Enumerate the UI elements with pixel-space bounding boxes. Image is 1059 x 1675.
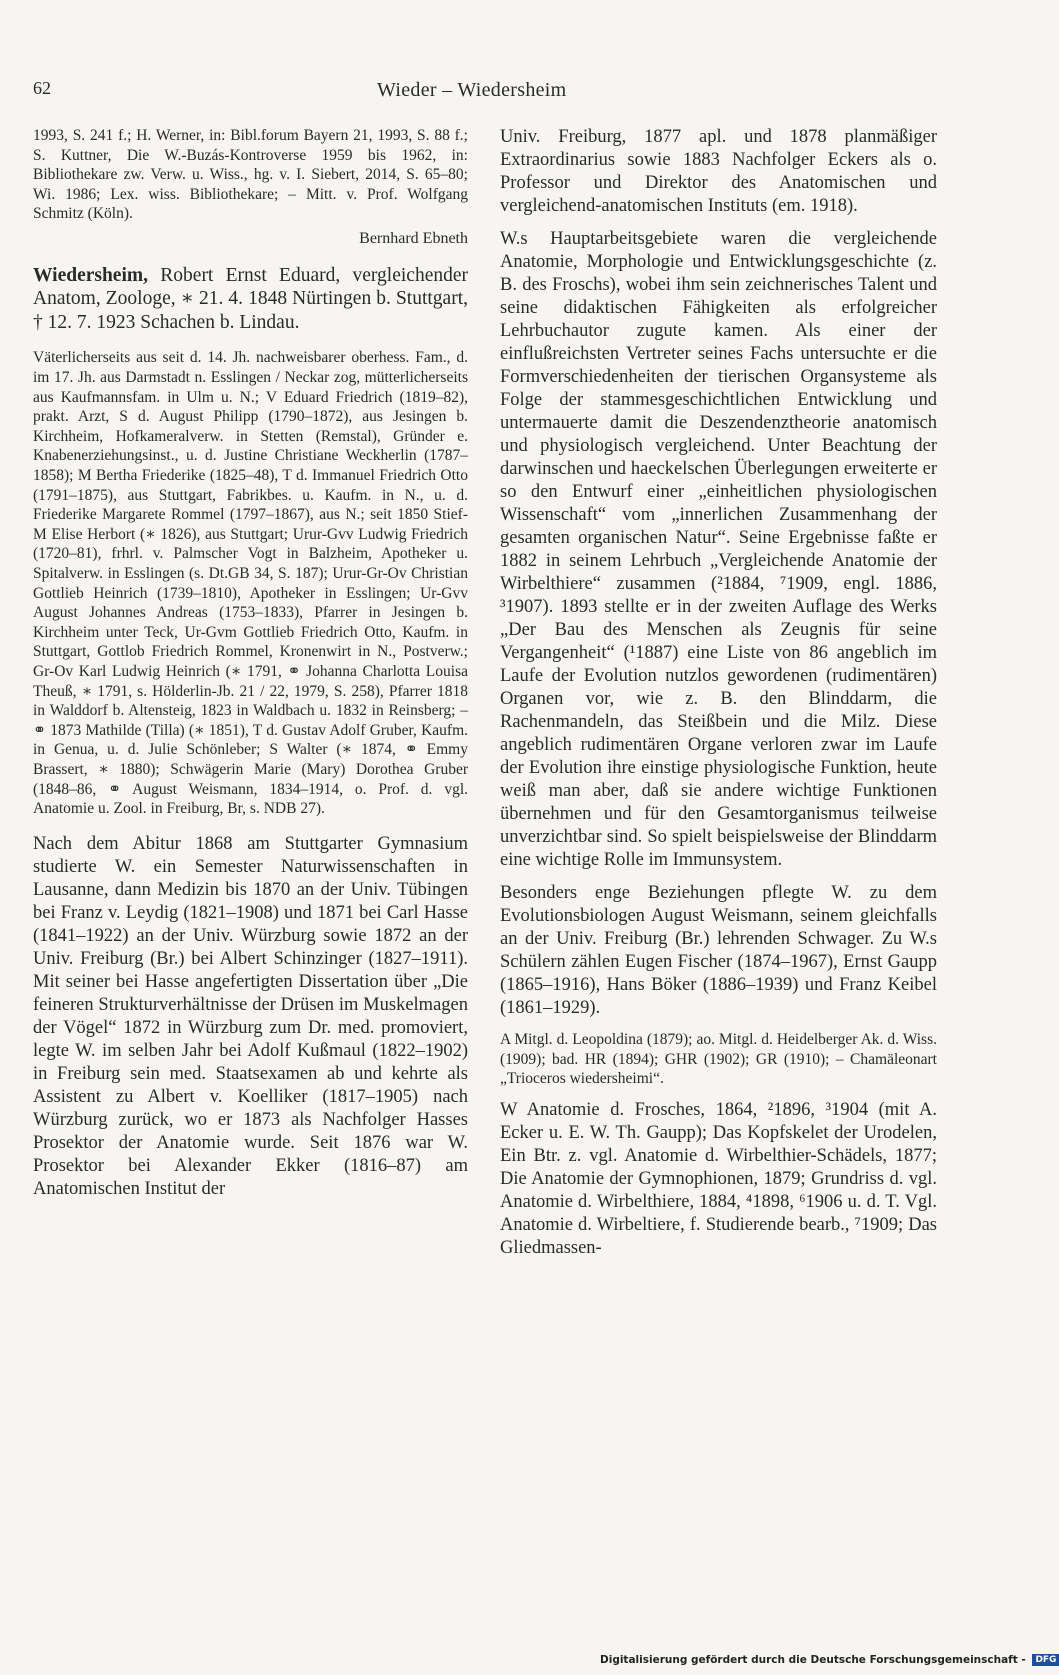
left-column	[33, 126, 468, 1201]
digitization-credit	[600, 1654, 1059, 1666]
previous-entry-author: Bernhard Ebneth	[359, 229, 468, 247]
works-paragraph: W Anatomie d. Frosches, 1864, ²1896, ³1904 (mit A. Ecker u. E. W. Th. Gaupp); Das Kopfskelet der Urodelen, Ein Btr. z. vgl. Anatomie d. Wirbelthier-Schädels, 1877; Die Anatomie der Gymnophionen, 1879; Grundriss d. vgl. Anatomie d. Wirbelthiere, 1884, ⁴1898, ⁶1906 u. d. T. Vgl. Anatomie d. Wirbeltiere, f. Studierende bearb., ⁷1909; Das Gliedmassen-	[500, 1099, 937, 1258]
genealogy-paragraph: Väterlicherseits aus seit d. 14. Jh. nachweisbarer oberhess. Fam., d. im 17. Jh. aus Darmstadt n. Esslingen / Neckar zog, mütterlicherseits aus Kaufmannsfam. in Ulm u. N.; V Eduard Friedrich (1819–82), prakt. Arzt, S d. August Philipp (1790–1872), aus Jesingen b. Kirchheim, Hofkameralverw. in Stetten (Remstal), Gründer e. Knabenerziehungsinst., u. d. Justine Christiane Weckherlin (1787–1858); M Bertha Friederike (1825–48), T d. Immanuel Friedrich Otto (1791–1875), aus Stuttgart, Fabrikbes. u. Kaufm. in N., u. d. Friederike Margarete Rommel (1797–1867), aus N.; seit 1850 Stief-M Elise Herbort (∗ 1826), aus Stuttgart; Urur-Gvv Ludwig Friedrich (1720–81), frhrl. v. Palmscher Vogt in Balzheim, Apotheker u. Spitalverw. in Esslingen (s. Dt.GB 34, S. 187); Urur-Gr-Ov Christian Gottlieb Heinrich (1739–1810), Apotheker in Esslingen; Ur-Gvv August Johannes Andreas (1753–1833), Pfarrer in Jesingen b. Kirchheim unter Teck, Ur-Gvm Gottlieb Friedrich Otto, Kaufm. in Stuttgart, Gottlob Friedrich Rommel, Kronenwirt in N., Postverw.; Gr-Ov Karl Ludwig Heinrich (∗ 1791, ⚭ Johanna Charlotta Louisa Theuß, ∗ 1791, s. Hölderlin-Jb. 21 / 22, 1979, S. 258), Pfarrer 1818 in Walddorf b. Altensteig, 1823 in Waldbach u. 1832 in Reinsberg; – ⚭ 1873 Mathilde (Tilla) (∗ 1851), T d. Gustav Adolf Gruber, Kaufm. in Genua, u. d. Julie Schönleber; S Walter (∗ 1874, ⚭ Emmy Brassert, ∗ 1880); Schwägerin Marie (Mary) Dorothea Gruber (1848–86, ⚭ August Weismann, 1834–1914, o. Prof. d. vgl. Anatomie u. Zool. in Freiburg, Br, s. NDB 27).	[33, 349, 468, 818]
entry-heading-text: Robert Ernst Eduard, vergleichender Anatom, Zoologe, ∗ 21. 4. 1848 Nürtingen b. Stuttgart, † 12. 7. 1923 Schachen b. Lindau.	[33, 264, 468, 333]
dfg-logo: DFG	[1032, 1654, 1059, 1666]
life-continued-paragraph: Univ. Freiburg, 1877 apl. und 1878 planmäßiger Extraordinarius sowie 1883 Nachfolger Eckers als o. Professor und Direktor des Anatomischen und vergleichend-anatomischen Instituts (em. 1918).	[500, 127, 937, 216]
running-head: Wieder – Wiedersheim	[377, 79, 567, 101]
life-paragraph: Nach dem Abitur 1868 am Stuttgarter Gymnasium studierte W. ein Semester Naturwissenschaften in Lausanne, dann Medizin bis 1870 an der Univ. Tübingen bei Franz v. Leydig (1821–1908) und 1871 bei Carl Hasse (1841–1922) an der Univ. Würzburg sowie 1872 an der Univ. Freiburg (Br.) bei Albert Schinzinger (1827–1911). Mit seiner bei Hasse angefertigten Dissertation über „Die feineren Strukturverhältnisse der Drüsen im Muskelmagen der Vögel“ 1872 in Würzburg zum Dr. med. promoviert, legte W. im selben Jahr bei Adolf Kußmaul (1822–1902) in Freiburg sein med. Staatsexamen ab und kehrte als Assistent zu Albert v. Koelliker (1817–1905) nach Würzburg zurück, wo er 1873 als Nachfolger Hasses Prosektor der Anatomie wurde. Seit 1876 war W. Prosektor bei Alexander Ekker (1816–87) am Anatomischen Institut der	[33, 833, 468, 1199]
right-column	[500, 126, 937, 1260]
previous-entry-references: 1993, S. 241 f.; H. Werner, in: Bibl.forum Bayern 21, 1993, S. 88 f.; S. Kuttner, Die W.-Buzás-Kontroverse 1959 bis 1962, in: Bibliothekare zw. Verw. u. Wiss., hg. v. I. Siebert, 2014, S. 65–80; Wi. 1986; Lex. wiss. Bibliothekare; – Mitt. v. Prof. Wolfgang Schmitz (Köln).	[33, 127, 468, 223]
relations-paragraph: Besonders enge Beziehungen pflegte W. zu dem Evolutionsbiologen August Weismann, seinem gleichfalls an der Univ. Freiburg (Br.) lehrenden Schwager. Zu W.s Schülern zählen Eugen Fischer (1874–1967), Ernst Gaupp (1865–1916), Hans Böker (1886–1939) und Franz Keibel (1861–1929).	[500, 883, 937, 1018]
work-paragraph: W.s Hauptarbeitsgebiete waren die vergleichende Anatomie, Morphologie und Entwicklungsgeschichte (z. B. des Froschs), wobei ihm sein zeichnerisches Talent und seine didaktischen Fähigkeiten als erfolgreicher Lehrbuchautor zugute kamen. Als einer der einflußreichsten Vertreter seines Fachs untersuchte er die Formverschiedenheiten der tierischen Organsysteme als Folge der stammesgeschichtlichen Entwicklung und untermauerte damit die Deszendenztheorie anatomisch und physiologisch vergleichend. Unter Beachtung der darwinschen und haeckelschen Überlegungen erweiterte er so den Entwurf einer „einheitlichen physiologischen Wissenschaft“ vom „innerlichen Zusammenhang der gesamten organischen Natur“. Seine Ergebnisse faßte er 1882 in seinem Lehrbuch „Vergleichende Anatomie der Wirbelthiere“ zusammen (²1884, ⁷1909, engl. 1886, ³1907). 1893 stellte er in der zweiten Auflage des Werks „Der Bau des Menschen als Zeugnis für seine Vergangenheit“ (¹1887) eine Liste von 86 angeblich im Laufe der Evolution nutzlos gewordenen (rudimentären) Organen vor, wie z. B. den Blinddarm, die Rachenmandeln, das Steißbein und die Milz. Diese angeblich rudimentären Organe verloren zwar im Laufe der Evolution ihre einstige physiologische Funktion, heute weiß man aber, daß sie andere wichtige Funktionen übernehmen und für den Gesamtorganismus teilweise unverzichtbar sind. So spielt beispielsweise der Blinddarm eine wichtige Rolle im Immunsystem.	[500, 229, 937, 870]
credit-text: Digitalisierung gefördert durch die Deutsche Forschungsgemeinschaft -	[600, 1654, 1026, 1666]
entry-name: Wiedersheim,	[33, 264, 149, 286]
awards-paragraph: A Mitgl. d. Leopoldina (1879); ao. Mitgl. d. Heidelberger Ak. d. Wiss. (1909); bad. HR (1894); GHR (1902); GR (1910); – Chamäleonart „Trioceros wiedersheimi“.	[500, 1031, 937, 1088]
page-number: 62	[33, 78, 51, 98]
entry-heading	[33, 264, 468, 335]
